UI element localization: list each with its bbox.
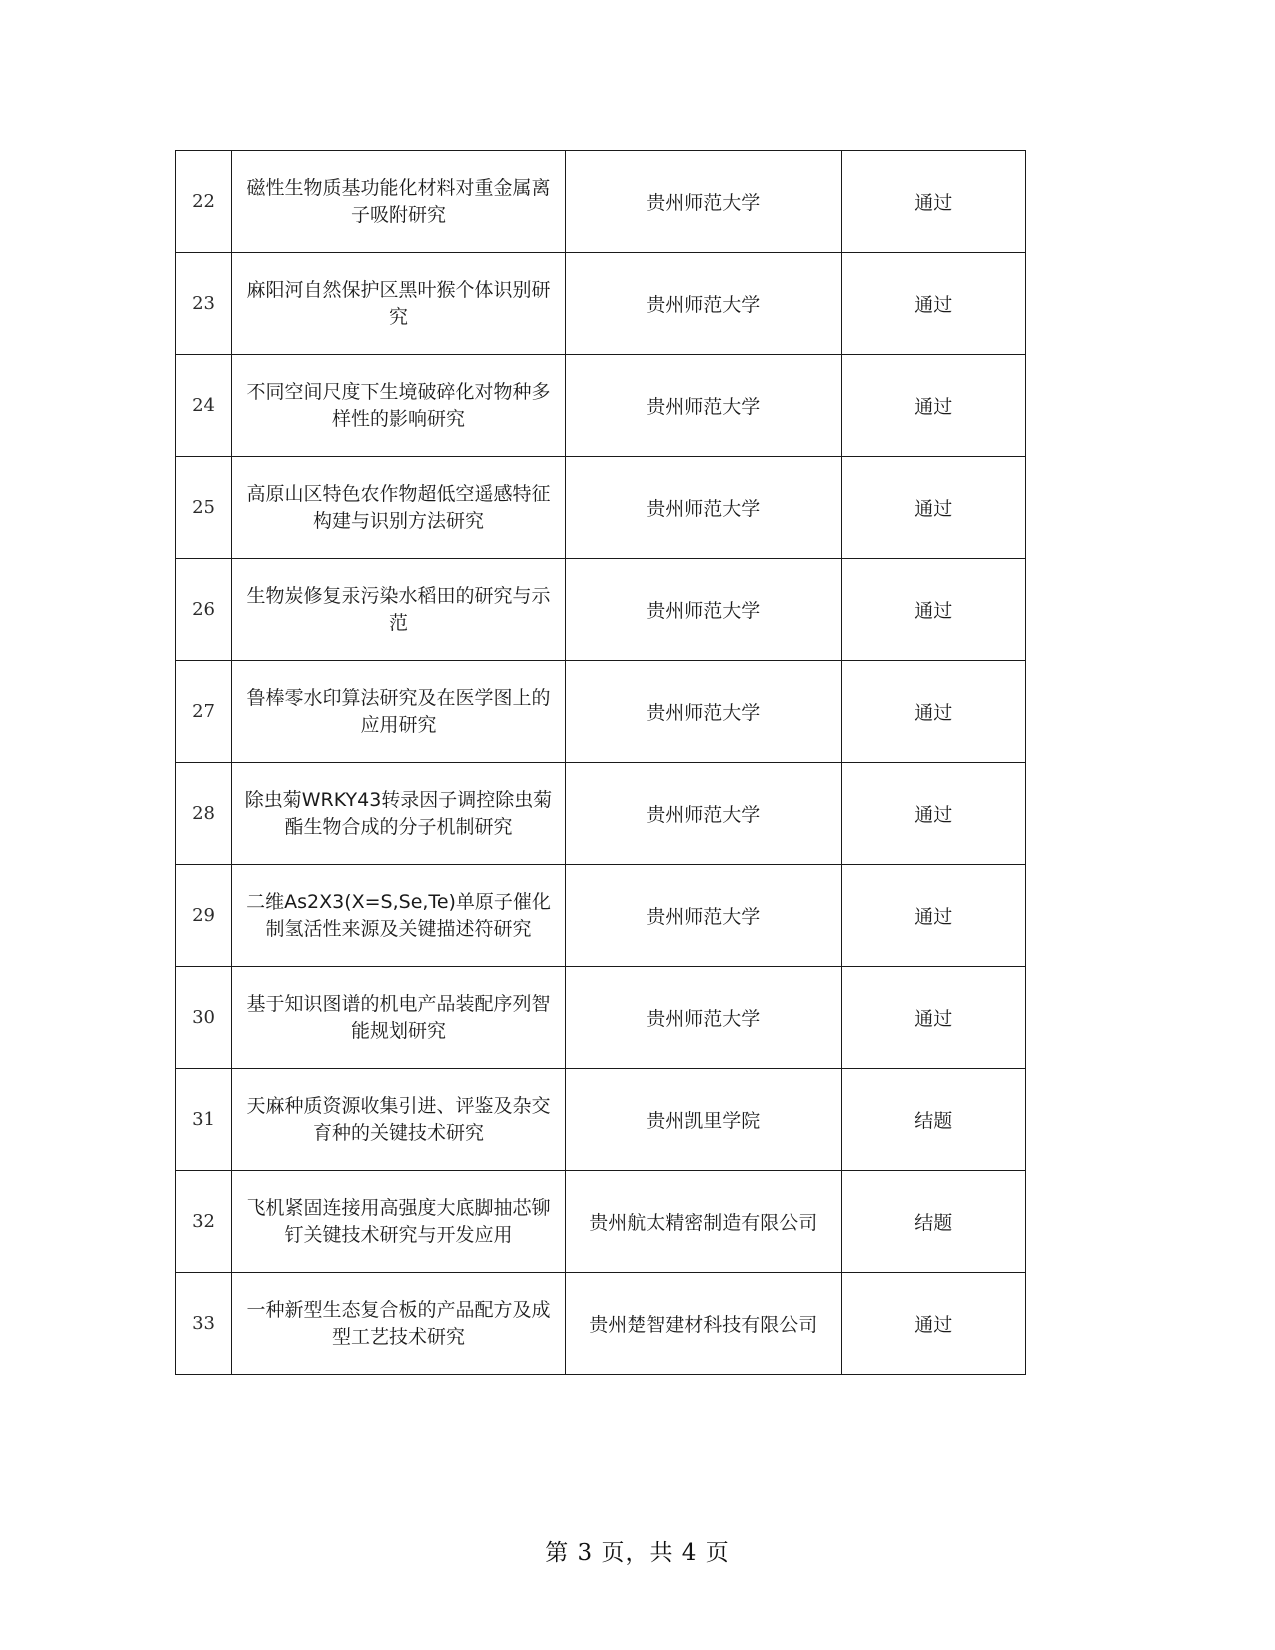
result: 通过 bbox=[841, 253, 1025, 355]
institution: 贵州航太精密制造有限公司 bbox=[565, 1171, 841, 1273]
project-title-text: 天麻种质资源收集引进、评鉴及杂交育种的关键技术研究 bbox=[246, 1094, 551, 1144]
row-number: 22 bbox=[176, 151, 232, 253]
project-title-text: 基于知识图谱的机电产品装配序列智能规划研究 bbox=[246, 992, 551, 1042]
result: 通过 bbox=[841, 967, 1025, 1069]
table-row bbox=[176, 661, 1026, 763]
row-number: 27 bbox=[176, 661, 232, 763]
project-title-text: 二维As2X3(X=S,Se,Te)单原子催化制氢活性来源及关键描述符研究 bbox=[246, 890, 551, 940]
institution: 贵州师范大学 bbox=[565, 967, 841, 1069]
institution: 贵州师范大学 bbox=[565, 457, 841, 559]
row-number: 28 bbox=[176, 763, 232, 865]
institution: 贵州师范大学 bbox=[565, 151, 841, 253]
project-title bbox=[232, 865, 566, 967]
result: 结题 bbox=[841, 1171, 1025, 1273]
project-title-text: 鲁棒零水印算法研究及在医学图上的应用研究 bbox=[246, 686, 551, 736]
result: 通过 bbox=[841, 457, 1025, 559]
project-title bbox=[232, 763, 566, 865]
project-title bbox=[232, 355, 566, 457]
table-row bbox=[176, 865, 1026, 967]
institution: 贵州凯里学院 bbox=[565, 1069, 841, 1171]
institution: 贵州师范大学 bbox=[565, 763, 841, 865]
row-number: 31 bbox=[176, 1069, 232, 1171]
result: 通过 bbox=[841, 151, 1025, 253]
table-row bbox=[176, 559, 1026, 661]
institution: 贵州师范大学 bbox=[565, 253, 841, 355]
institution: 贵州师范大学 bbox=[565, 559, 841, 661]
project-title-text: 一种新型生态复合板的产品配方及成型工艺技术研究 bbox=[246, 1298, 551, 1348]
institution: 贵州师范大学 bbox=[565, 865, 841, 967]
project-title bbox=[232, 559, 566, 661]
table-row bbox=[176, 355, 1026, 457]
result: 通过 bbox=[841, 661, 1025, 763]
row-number: 26 bbox=[176, 559, 232, 661]
table-row bbox=[176, 457, 1026, 559]
table-row bbox=[176, 1171, 1026, 1273]
table-row bbox=[176, 967, 1026, 1069]
project-title-text: 不同空间尺度下生境破碎化对物种多样性的影响研究 bbox=[246, 380, 551, 430]
project-title bbox=[232, 151, 566, 253]
project-table bbox=[175, 150, 1026, 1375]
row-number: 33 bbox=[176, 1273, 232, 1375]
institution: 贵州师范大学 bbox=[565, 661, 841, 763]
table-row bbox=[176, 151, 1026, 253]
institution: 贵州师范大学 bbox=[565, 355, 841, 457]
project-title bbox=[232, 457, 566, 559]
page-footer: 第 3 页，共 4 页 bbox=[545, 1540, 730, 1566]
row-number: 24 bbox=[176, 355, 232, 457]
project-title bbox=[232, 967, 566, 1069]
project-title-text: 高原山区特色农作物超低空遥感特征构建与识别方法研究 bbox=[246, 482, 551, 532]
project-title-text: 除虫菊WRKY43转录因子调控除虫菊酯生物合成的分子机制研究 bbox=[244, 788, 553, 838]
row-number: 25 bbox=[176, 457, 232, 559]
project-title bbox=[232, 253, 566, 355]
result: 通过 bbox=[841, 763, 1025, 865]
project-title-text: 磁性生物质基功能化材料对重金属离子吸附研究 bbox=[246, 176, 551, 226]
institution: 贵州楚智建材科技有限公司 bbox=[565, 1273, 841, 1375]
project-title-text: 麻阳河自然保护区黑叶猴个体识别研究 bbox=[246, 278, 551, 328]
project-title-text: 生物炭修复汞污染水稻田的研究与示范 bbox=[246, 584, 551, 634]
project-title bbox=[232, 1171, 566, 1273]
table-row bbox=[176, 1273, 1026, 1375]
table-row bbox=[176, 1069, 1026, 1171]
row-number: 32 bbox=[176, 1171, 232, 1273]
result: 通过 bbox=[841, 1273, 1025, 1375]
project-title bbox=[232, 1273, 566, 1375]
result: 通过 bbox=[841, 355, 1025, 457]
table-row bbox=[176, 763, 1026, 865]
row-number: 23 bbox=[176, 253, 232, 355]
result: 结题 bbox=[841, 1069, 1025, 1171]
row-number: 29 bbox=[176, 865, 232, 967]
result: 通过 bbox=[841, 865, 1025, 967]
project-title bbox=[232, 1069, 566, 1171]
project-title bbox=[232, 661, 566, 763]
result: 通过 bbox=[841, 559, 1025, 661]
row-number: 30 bbox=[176, 967, 232, 1069]
project-title-text: 飞机紧固连接用高强度大底脚抽芯铆钉关键技术研究与开发应用 bbox=[246, 1196, 551, 1246]
table-row bbox=[176, 253, 1026, 355]
